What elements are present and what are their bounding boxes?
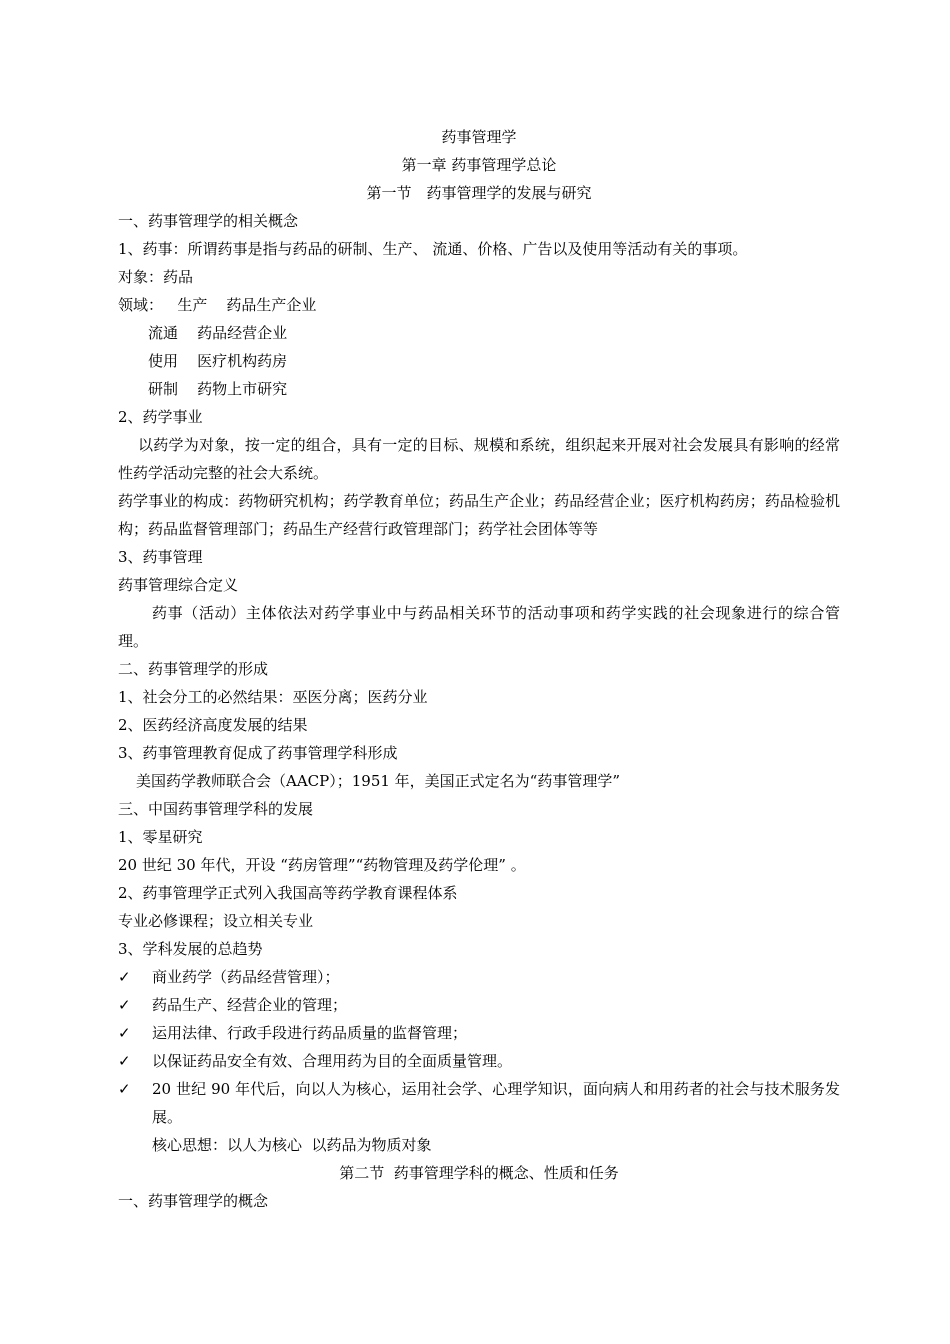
field-desc: 药品经营企业 [197, 324, 288, 342]
field-row-usage [118, 347, 840, 375]
trend-text: 运用法律、行政手段进行药品质量的监督管理； [152, 1024, 468, 1042]
paragraph-pharmacy-cause: 以药学为对象，按一定的组合，具有一定的目标、规模和系统，组织起来开展对社会发展具有影响的经常性药学活动完整的社会大系统。 [118, 436, 840, 482]
check-icon: ✓ [118, 996, 131, 1014]
heading-pharmacy-cause: 2、药学事业 [118, 408, 203, 426]
trend-item [118, 963, 840, 991]
field-name: 生产 [177, 296, 208, 314]
document-page [118, 123, 840, 1215]
check-icon: ✓ [118, 1052, 131, 1070]
paragraph-1930s: 20 世纪 30 年代，开设 “药房管理”“药物管理及药学伦理” 。 [118, 856, 526, 874]
trend-text: 药品生产、经营企业的管理； [152, 996, 348, 1014]
trend-item [118, 991, 840, 1019]
check-icon: ✓ [118, 1024, 131, 1042]
list-item: 3、药事管理教育促成了药事管理学科形成 [118, 744, 398, 762]
paragraph-pharmacy-affairs: 1、药事：所谓药事是指与药品的研制、生产、 流通、价格、广告以及使用等活动有关的事项。 [118, 240, 748, 258]
field-row-production [118, 291, 840, 319]
paragraph-object: 对象：药品 [118, 268, 194, 286]
trend-text: 商业药学（药品经营管理）； [152, 968, 340, 986]
list-item: 2、药事管理学正式列入我国高等药学教育课程体系 [118, 884, 458, 902]
field-desc: 医疗机构药房 [197, 352, 288, 370]
trend-item [118, 1075, 840, 1131]
paragraph-comprehensive-definition: 药事（活动）主体依法对药学事业中与药品相关环节的活动事项和药学实践的社会现象进行的综合管理。 [118, 604, 840, 650]
field-row-circulation [118, 319, 840, 347]
trend-item [118, 1019, 840, 1047]
chapter-heading: 第一章 药事管理学总论 [401, 156, 557, 174]
heading-formation: 二、药事管理学的形成 [118, 660, 269, 678]
list-item: 1、零星研究 [118, 828, 203, 846]
heading-concept: 一、药事管理学的概念 [118, 1192, 269, 1210]
paragraph-aacp: 美国药学教师联合会（AACP）；1951 年，美国正式定名为“药事管理学” [136, 772, 621, 790]
section-heading-2: 第二节 药事管理学科的概念、性质和任务 [339, 1164, 619, 1182]
paragraph-required-course: 专业必修课程；设立相关专业 [118, 912, 314, 930]
trend-item [118, 1047, 840, 1075]
paragraph-core-idea: 核心思想：以人为核心 以药品为物质对象 [152, 1136, 432, 1154]
field-label: 领域： [118, 296, 164, 314]
field-desc: 药品生产企业 [226, 296, 317, 314]
field-row-research [118, 375, 840, 403]
field-name: 使用 [148, 352, 179, 370]
field-desc: 药物上市研究 [197, 380, 288, 398]
section-heading-1: 第一节 药事管理学的发展与研究 [366, 184, 592, 202]
trend-text: 以保证药品安全有效、合理用药为目的全面质量管理。 [152, 1052, 513, 1070]
field-name: 流通 [148, 324, 179, 342]
trend-text: 20 世纪 90 年代后，向以人为核心，运用社会学、心理学知识，面向病人和用药者的社会与技术服务发展。 [152, 1080, 840, 1126]
heading-pharmacy-administration: 3、药事管理 [118, 548, 203, 566]
field-name: 研制 [148, 380, 179, 398]
document-title: 药事管理学 [441, 128, 517, 146]
list-item: 2、医药经济高度发展的结果 [118, 716, 308, 734]
list-item: 1、社会分工的必然结果：巫医分离；医药分业 [118, 688, 428, 706]
check-icon: ✓ [118, 1080, 131, 1098]
check-icon: ✓ [118, 968, 131, 986]
subheading-comprehensive-definition: 药事管理综合定义 [118, 576, 239, 594]
heading-china-development: 三、中国药事管理学科的发展 [118, 800, 314, 818]
heading-related-concepts: 一、药事管理学的相关概念 [118, 212, 299, 230]
list-item: 3、学科发展的总趋势 [118, 940, 263, 958]
paragraph-pharmacy-cause-composition: 药学事业的构成：药物研究机构；药学教育单位；药品生产企业；药品经营企业；医疗机构药房；药品检验机构；药品监督管理部门；药品生产经营行政管理部门；药学社会团体等等 [118, 492, 840, 538]
